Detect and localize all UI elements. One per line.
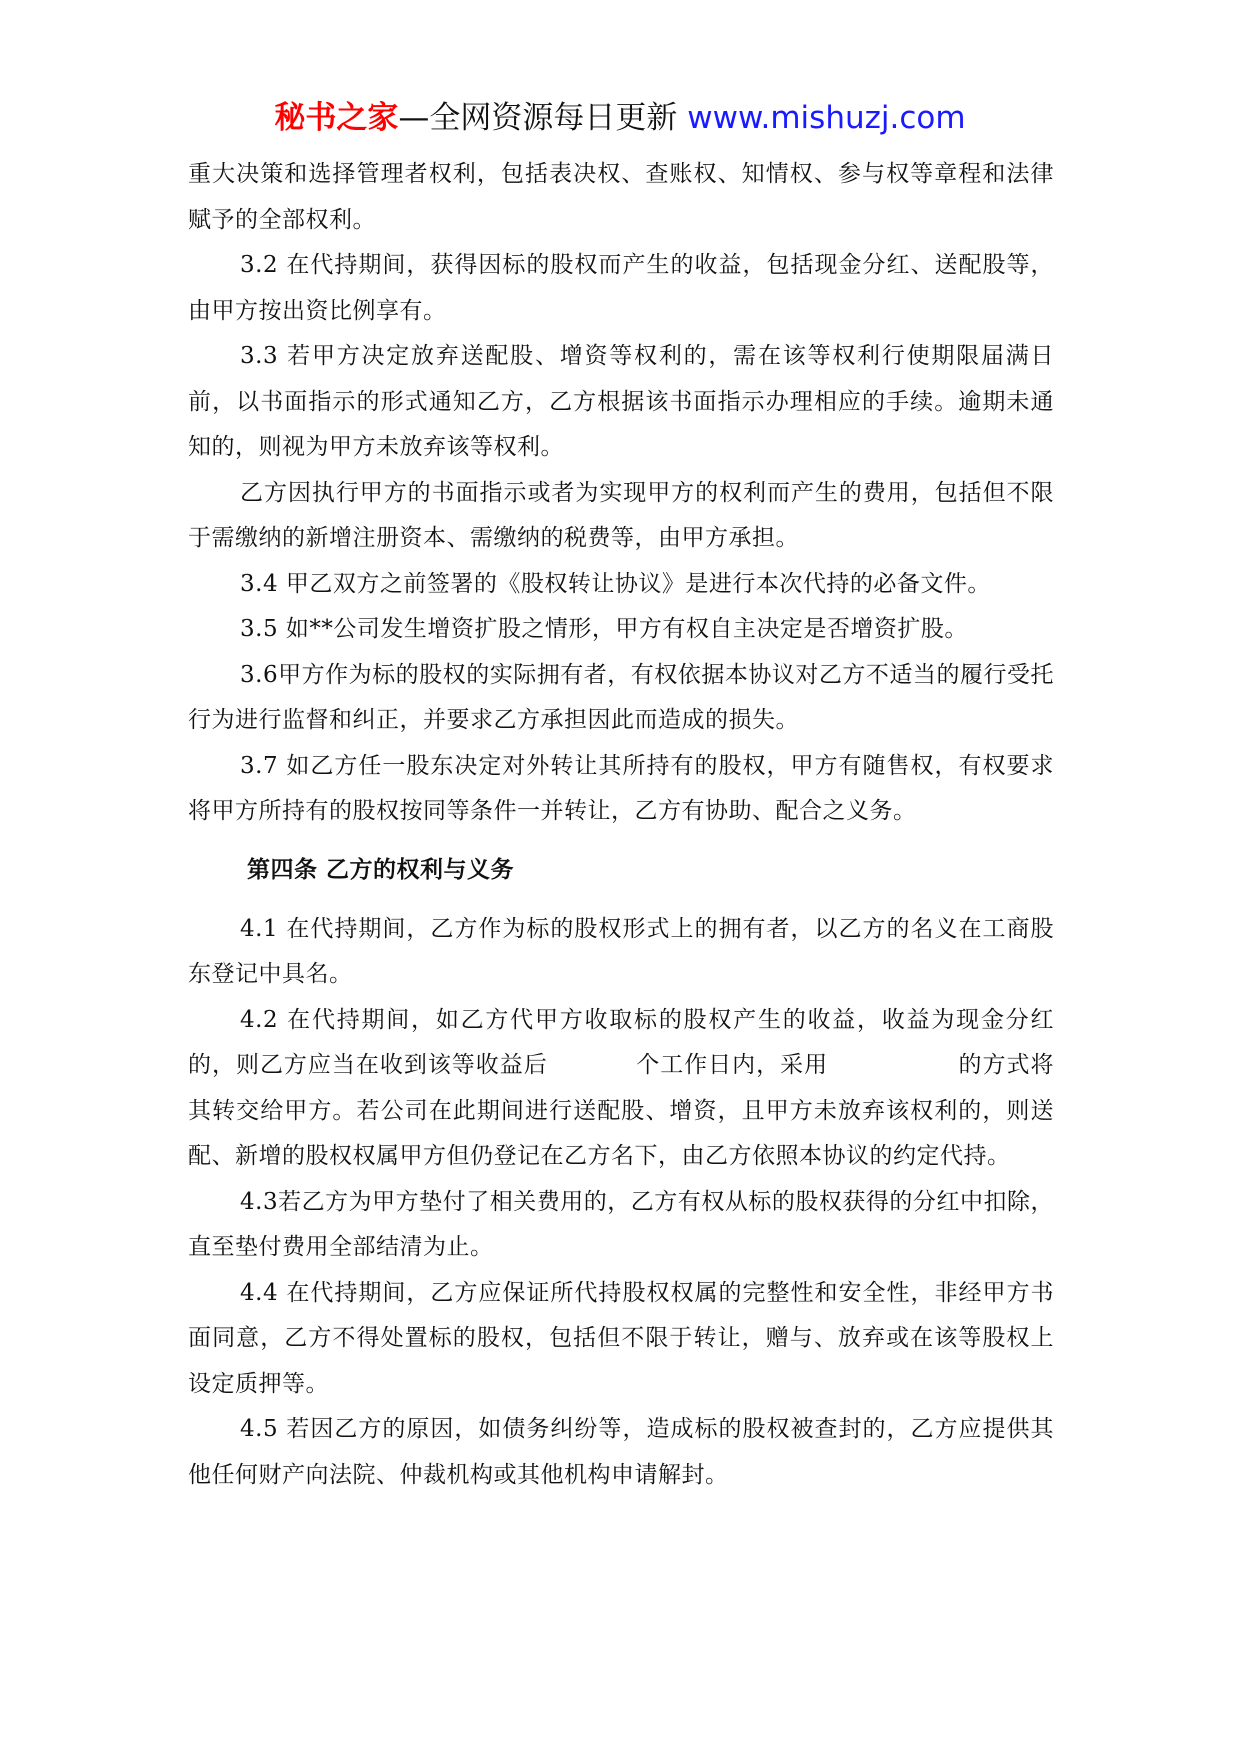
clause-4-2-part-b: 个工作日内，采用 bbox=[635, 1052, 829, 1078]
clause-4-2-part-a: 4.2 在代持期间，如乙方代甲方收取标的股权产生的收益，收益为现金分红的，则乙方应当在收到该等收益后 bbox=[188, 1006, 1054, 1078]
clause-4-5: 4.5 若因乙方的原因，如债务纠纷等，造成标的股权被查封的，乙方应提供其他任何财产向法院、仲裁机构或其他机构申请解封。 bbox=[188, 1416, 1054, 1488]
site-url-link[interactable]: www.mishuzj.com bbox=[687, 100, 966, 136]
document-body bbox=[188, 152, 1054, 1498]
clause-3-3-expenses: 乙方因执行甲方的书面指示或者为实现甲方的权利而产生的费用，包括但不限于需缴纳的新增注册资本、需缴纳的税费等，由甲方承担。 bbox=[188, 479, 1054, 551]
clause-3-6: 3.6甲方作为标的股权的实际拥有者，有权依据本协议对乙方不适当的履行受托行为进行监督和纠正，并要求乙方承担因此而造成的损失。 bbox=[188, 661, 1054, 733]
paragraph-rights-continued: 重大决策和选择管理者权利，包括表决权、查账权、知情权、参与权等章程和法律赋予的全部权利。 bbox=[188, 161, 1054, 233]
clause-4-2 bbox=[188, 998, 1054, 1180]
clause-4-1: 4.1 在代持期间，乙方作为标的股权形式上的拥有者，以乙方的名义在工商股东登记中具名。 bbox=[188, 915, 1054, 987]
clause-3-7: 3.7 如乙方任一股东决定对外转让其所持有的股权，甲方有随售权，有权要求将甲方所持有的股权按同等条件一并转让，乙方有协助、配合之义务。 bbox=[188, 752, 1054, 824]
clause-4-4: 4.4 在代持期间，乙方应保证所代持股权权属的完整性和安全性，非经甲方书面同意，乙方不得处置标的股权，包括但不限于转让，赠与、放弃或在该等股权上设定质押等。 bbox=[188, 1279, 1054, 1397]
clause-3-5: 3.5 如**公司发生增资扩股之情形，甲方有权自主决定是否增资扩股。 bbox=[240, 616, 968, 642]
clause-3-4: 3.4 甲乙双方之前签署的《股权转让协议》是进行本次代持的必备文件。 bbox=[240, 570, 991, 597]
site-header bbox=[0, 98, 1240, 138]
clause-3-2: 3.2 在代持期间，获得因标的股权而产生的收益，包括现金分红、送配股等，由甲方按出资比例享有。 bbox=[188, 252, 1054, 324]
clause-3-3: 3.3 若甲方决定放弃送配股、增资等权利的，需在该等权利行使期限届满日前，以书面指示的形式通知乙方，乙方根据该书面指示办理相应的手续。逾期未通知的，则视为甲方未放弃该等权利。 bbox=[188, 343, 1054, 460]
site-tagline: —全网资源每日更新 bbox=[398, 100, 678, 136]
clause-4-3: 4.3若乙方为甲方垫付了相关费用的，乙方有权从标的股权获得的分红中扣除，直至垫付费用全部结清为止。 bbox=[188, 1188, 1054, 1260]
site-brand: 秘书之家 bbox=[274, 100, 399, 136]
article-4-heading: 第四条 乙方的权利与义务 bbox=[247, 856, 515, 883]
clause-4-2-part-c: 的方式将其转交给甲方。若公司在此期间进行送配股、增资，且甲方未放弃该权利的，则送配、新增的股权权属甲方但仍登记在乙方名下，由乙方依照本协议的约定代持。 bbox=[188, 1052, 1055, 1169]
